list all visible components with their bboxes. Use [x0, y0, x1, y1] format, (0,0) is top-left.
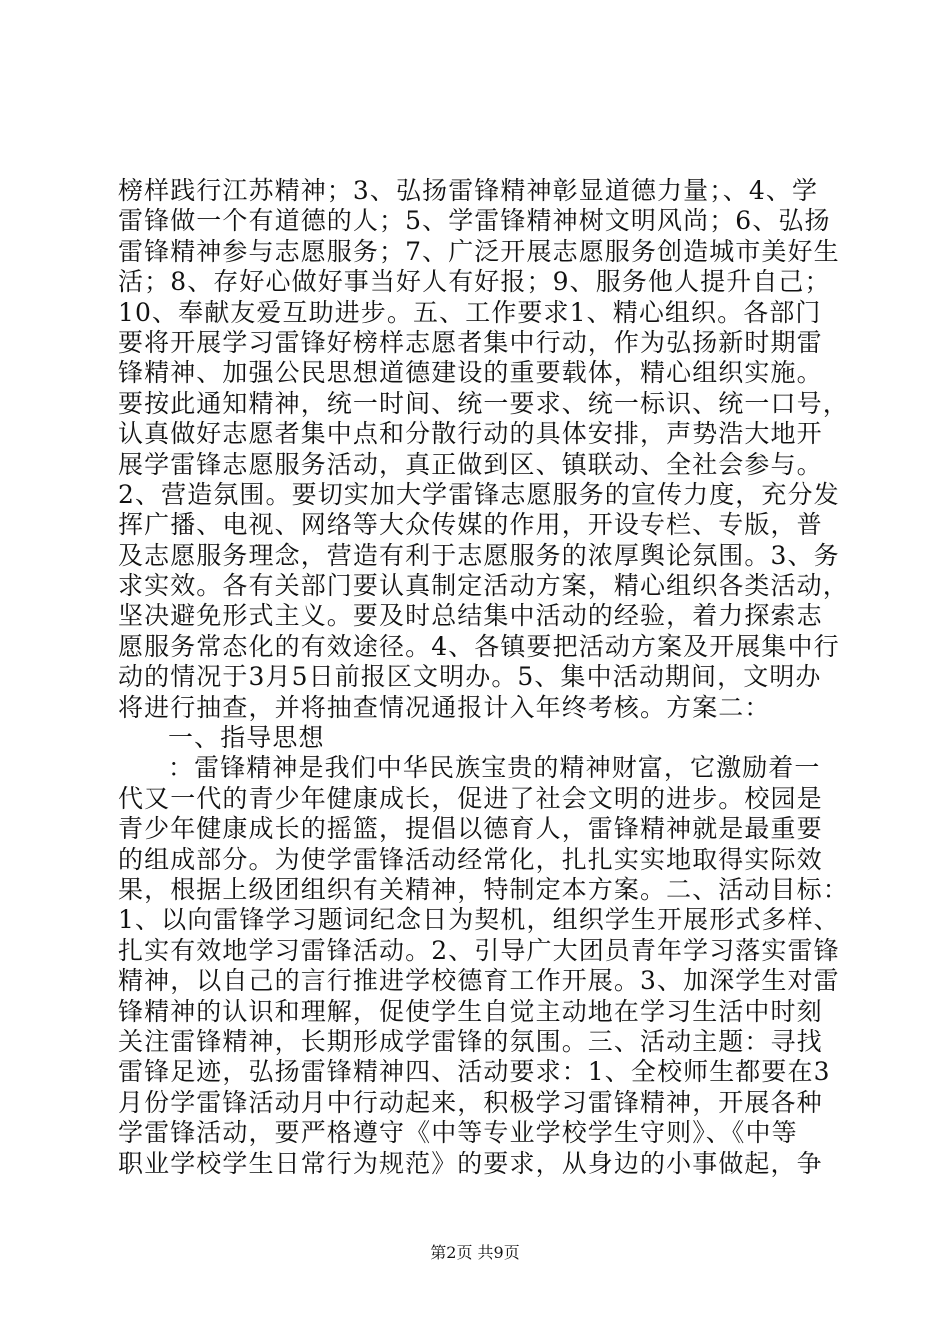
body-line: 雷锋做一个有道德的人；5、学雷锋精神树文明风尚；6、弘扬 — [118, 206, 831, 236]
body-line: 雷锋足迹，弘扬雷锋精神四、活动要求：1、全校师生都要在3 — [118, 1057, 831, 1087]
body-line: 要按此通知精神，统一时间、统一要求、统一标识、统一口号， — [118, 388, 849, 418]
document-body — [118, 176, 858, 1179]
body-line: 月份学雷锋活动月中行动起来，积极学习雷锋精神，开展各种 — [118, 1087, 823, 1117]
body-line: 活；8、存好心做好事当好人有好报；9、服务他人提升自己； — [118, 267, 831, 297]
body-line: 2、营造氛围。要切实加大学雷锋志愿服务的宣传力度，充分发 — [118, 479, 840, 509]
body-line: 锋精神、加强公民思想道德建设的重要载体，精心组织实施。 — [118, 358, 823, 388]
body-line: 职业学校学生日常行为规范》的要求，从身边的小事做起，争 — [118, 1148, 823, 1178]
body-line: 求实效。各有关部门要认真制定活动方案，精心组织各类活动， — [118, 571, 849, 601]
body-line: 认真做好志愿者集中点和分散行动的具体安排，声势浩大地开 — [118, 419, 823, 449]
body-line: 要将开展学习雷锋好榜样志愿者集中行动，作为弘扬新时期雷 — [118, 327, 823, 357]
body-line: 10、奉献友爱互助进步。五、工作要求1、精心组织。各部门 — [118, 297, 822, 327]
body-line: 1、以向雷锋学习题词纪念日为契机，组织学生开展形式多样、 — [118, 905, 840, 935]
body-line: 坚决避免形式主义。要及时总结集中活动的经验，着力探索志 — [118, 601, 823, 631]
body-line: 的组成部分。为使学雷锋活动经常化，扎扎实实地取得实际效 — [118, 844, 823, 874]
body-line: 挥广播、电视、网络等大众传媒的作用，开设专栏、专版，普 — [118, 510, 823, 540]
section-heading: 一、指导思想 — [168, 723, 325, 753]
body-line: 榜样践行江苏精神；3、弘扬雷锋精神彰显道德力量；、4、学 — [118, 176, 819, 205]
body-line: 愿服务常态化的有效途径。4、各镇要把活动方案及开展集中行 — [118, 631, 840, 661]
page-footer — [0, 1243, 950, 1263]
body-line: ：雷锋精神是我们中华民族宝贵的精神财富，它激励着一 — [168, 753, 821, 783]
body-line: 展学雷锋志愿服务活动，真正做到区、镇联动、全社会参与。 — [118, 449, 823, 479]
body-line: 扎实有效地学习雷锋活动。2、引导广大团员青年学习落实雷锋 — [118, 935, 840, 965]
body-line: 青少年健康成长的摇篮，提倡以德育人，雷锋精神就是最重要 — [118, 814, 823, 844]
body-line: 锋精神的认识和理解，促使学生自觉主动地在学习生活中时刻 — [118, 996, 823, 1026]
body-line: 动的情况于3月5日前报区文明办。5、集中活动期间，文明办 — [118, 662, 822, 692]
page-number: 第2页 共9页 — [430, 1243, 520, 1262]
body-line: 雷锋精神参与志愿服务；7、广泛开展志愿服务创造城市美好生 — [118, 236, 840, 266]
body-line: 及志愿服务理念，营造有利于志愿服务的浓厚舆论氛围。3、务 — [118, 540, 840, 570]
body-line: 精神，以自己的言行推进学校德育工作开展。3、加深学生对雷 — [118, 966, 840, 996]
body-line: 将进行抽查，并将抽查情况通报计入年终考核。方案二： — [118, 692, 771, 722]
body-line: 代又一代的青少年健康成长，促进了社会文明的进步。校园是 — [118, 783, 823, 813]
body-line: 关注雷锋精神，长期形成学雷锋的氛围。三、活动主题：寻找 — [118, 1026, 823, 1056]
body-line: 学雷锋活动，要严格遵守《中等专业学校学生守则》、《中等 — [118, 1118, 798, 1148]
body-line: 果，根据上级团组织有关精神，特制定本方案。二、活动目标： — [118, 874, 849, 904]
